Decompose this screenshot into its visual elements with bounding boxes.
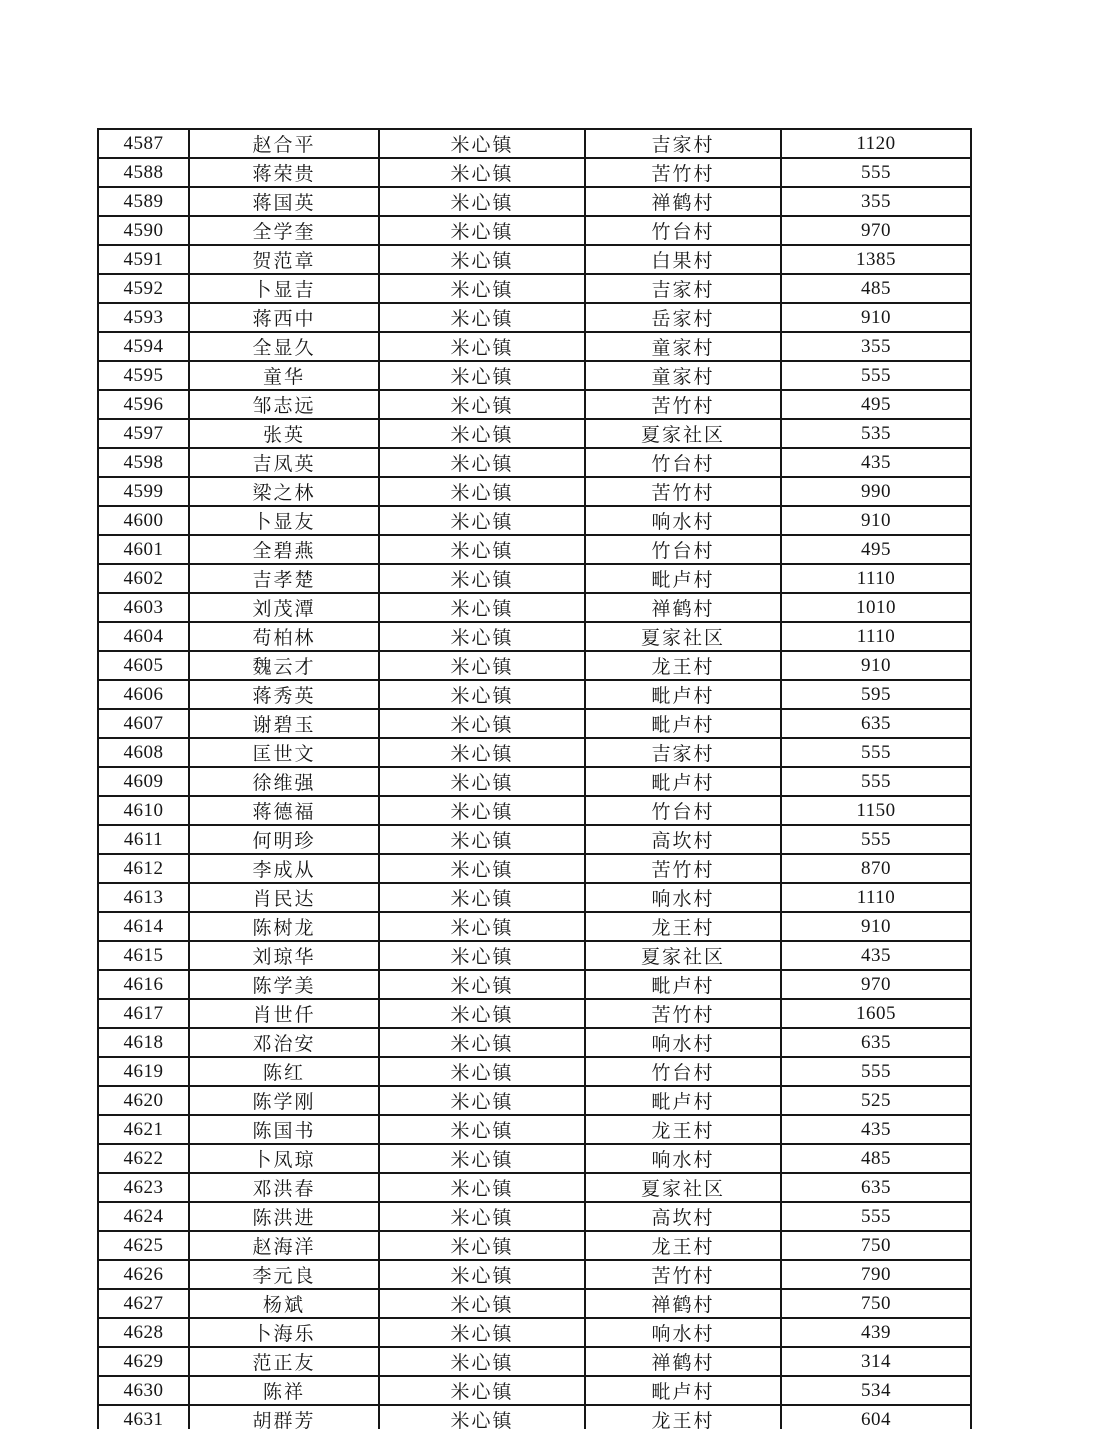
- cell-village: 龙王村: [585, 1231, 781, 1260]
- cell-town: 米心镇: [379, 361, 585, 390]
- cell-village: 苦竹村: [585, 854, 781, 883]
- cell-village: 毗卢村: [585, 709, 781, 738]
- table-row: [98, 129, 971, 158]
- cell-amount: 485: [781, 274, 971, 303]
- cell-amount: 790: [781, 1260, 971, 1289]
- cell-amount: 555: [781, 1057, 971, 1086]
- cell-person-name: 贺范章: [189, 245, 379, 274]
- cell-village: 禅鹤村: [585, 1289, 781, 1318]
- cell-amount: 1385: [781, 245, 971, 274]
- cell-town: 米心镇: [379, 796, 585, 825]
- cell-person-name: 邓洪春: [189, 1173, 379, 1202]
- cell-village: 龙王村: [585, 912, 781, 941]
- cell-amount: 1110: [781, 622, 971, 651]
- cell-town: 米心镇: [379, 477, 585, 506]
- cell-person-name: 邓治安: [189, 1028, 379, 1057]
- cell-amount: 1605: [781, 999, 971, 1028]
- cell-town: 米心镇: [379, 332, 585, 361]
- cell-amount: 1120: [781, 129, 971, 158]
- cell-village: 龙王村: [585, 1405, 781, 1429]
- cell-serial-number: 4627: [98, 1289, 189, 1318]
- cell-village: 吉家村: [585, 129, 781, 158]
- cell-person-name: 杨斌: [189, 1289, 379, 1318]
- cell-amount: 604: [781, 1405, 971, 1429]
- cell-person-name: 陈学刚: [189, 1086, 379, 1115]
- table-row: [98, 216, 971, 245]
- cell-person-name: 全碧燕: [189, 535, 379, 564]
- cell-amount: 750: [781, 1231, 971, 1260]
- cell-serial-number: 4601: [98, 535, 189, 564]
- cell-person-name: 邹志远: [189, 390, 379, 419]
- table-row: [98, 158, 971, 187]
- cell-amount: 990: [781, 477, 971, 506]
- cell-town: 米心镇: [379, 1144, 585, 1173]
- cell-person-name: 卜凤琼: [189, 1144, 379, 1173]
- cell-town: 米心镇: [379, 912, 585, 941]
- table-row: [98, 912, 971, 941]
- cell-town: 米心镇: [379, 883, 585, 912]
- cell-person-name: 梁之林: [189, 477, 379, 506]
- cell-serial-number: 4628: [98, 1318, 189, 1347]
- cell-serial-number: 4607: [98, 709, 189, 738]
- cell-village: 苦竹村: [585, 1260, 781, 1289]
- cell-serial-number: 4629: [98, 1347, 189, 1376]
- cell-person-name: 蒋荣贵: [189, 158, 379, 187]
- cell-person-name: 蒋国英: [189, 187, 379, 216]
- cell-amount: 1010: [781, 593, 971, 622]
- cell-town: 米心镇: [379, 274, 585, 303]
- cell-village: 白果村: [585, 245, 781, 274]
- table-row: [98, 1347, 971, 1376]
- cell-village: 高坎村: [585, 825, 781, 854]
- cell-town: 米心镇: [379, 1347, 585, 1376]
- cell-village: 响水村: [585, 506, 781, 535]
- cell-town: 米心镇: [379, 680, 585, 709]
- cell-person-name: 胡群芳: [189, 1405, 379, 1429]
- cell-amount: 910: [781, 506, 971, 535]
- table-row: [98, 535, 971, 564]
- cell-town: 米心镇: [379, 767, 585, 796]
- cell-town: 米心镇: [379, 245, 585, 274]
- cell-person-name: 卜海乐: [189, 1318, 379, 1347]
- table-row: [98, 1405, 971, 1429]
- table-row: [98, 419, 971, 448]
- cell-amount: 910: [781, 303, 971, 332]
- cell-person-name: 何明珍: [189, 825, 379, 854]
- cell-person-name: 刘茂潭: [189, 593, 379, 622]
- table-row: [98, 709, 971, 738]
- cell-town: 米心镇: [379, 825, 585, 854]
- cell-person-name: 陈树龙: [189, 912, 379, 941]
- cell-village: 苦竹村: [585, 390, 781, 419]
- cell-town: 米心镇: [379, 1289, 585, 1318]
- cell-village: 苦竹村: [585, 477, 781, 506]
- cell-person-name: 吉孝楚: [189, 564, 379, 593]
- cell-serial-number: 4599: [98, 477, 189, 506]
- cell-village: 毗卢村: [585, 1086, 781, 1115]
- cell-person-name: 赵海洋: [189, 1231, 379, 1260]
- cell-village: 夏家社区: [585, 419, 781, 448]
- table-row: [98, 796, 971, 825]
- cell-person-name: 蒋秀英: [189, 680, 379, 709]
- cell-person-name: 全学奎: [189, 216, 379, 245]
- cell-village: 竹台村: [585, 216, 781, 245]
- cell-town: 米心镇: [379, 1057, 585, 1086]
- cell-serial-number: 4587: [98, 129, 189, 158]
- cell-amount: 555: [781, 767, 971, 796]
- cell-village: 吉家村: [585, 738, 781, 767]
- table-row: [98, 941, 971, 970]
- cell-person-name: 苟柏林: [189, 622, 379, 651]
- cell-person-name: 蒋德福: [189, 796, 379, 825]
- cell-town: 米心镇: [379, 1231, 585, 1260]
- cell-serial-number: 4620: [98, 1086, 189, 1115]
- table-row: [98, 1231, 971, 1260]
- cell-person-name: 吉凤英: [189, 448, 379, 477]
- cell-amount: 534: [781, 1376, 971, 1405]
- cell-amount: 485: [781, 1144, 971, 1173]
- cell-serial-number: 4617: [98, 999, 189, 1028]
- roster-table-body: [98, 129, 971, 1429]
- cell-town: 米心镇: [379, 1376, 585, 1405]
- table-row: [98, 651, 971, 680]
- table-row: [98, 854, 971, 883]
- cell-person-name: 肖民达: [189, 883, 379, 912]
- cell-serial-number: 4603: [98, 593, 189, 622]
- cell-person-name: 徐维强: [189, 767, 379, 796]
- cell-person-name: 陈祥: [189, 1376, 379, 1405]
- table-row: [98, 1086, 971, 1115]
- table-row: [98, 187, 971, 216]
- table-row: [98, 1028, 971, 1057]
- cell-town: 米心镇: [379, 1115, 585, 1144]
- cell-amount: 870: [781, 854, 971, 883]
- cell-town: 米心镇: [379, 535, 585, 564]
- cell-village: 岳家村: [585, 303, 781, 332]
- cell-village: 毗卢村: [585, 767, 781, 796]
- table-row: [98, 477, 971, 506]
- cell-serial-number: 4606: [98, 680, 189, 709]
- cell-person-name: 童华: [189, 361, 379, 390]
- table-row: [98, 361, 971, 390]
- cell-amount: 555: [781, 158, 971, 187]
- cell-village: 响水村: [585, 1028, 781, 1057]
- cell-person-name: 赵合平: [189, 129, 379, 158]
- cell-serial-number: 4590: [98, 216, 189, 245]
- cell-amount: 1110: [781, 564, 971, 593]
- cell-village: 竹台村: [585, 535, 781, 564]
- cell-amount: 555: [781, 1202, 971, 1231]
- cell-person-name: 陈红: [189, 1057, 379, 1086]
- cell-village: 苦竹村: [585, 158, 781, 187]
- cell-person-name: 刘琼华: [189, 941, 379, 970]
- cell-village: 禅鹤村: [585, 1347, 781, 1376]
- table-row: [98, 1376, 971, 1405]
- cell-amount: 970: [781, 970, 971, 999]
- table-row: [98, 825, 971, 854]
- table-row: [98, 506, 971, 535]
- cell-amount: 495: [781, 390, 971, 419]
- table-row: [98, 622, 971, 651]
- cell-town: 米心镇: [379, 941, 585, 970]
- cell-town: 米心镇: [379, 1318, 585, 1347]
- cell-town: 米心镇: [379, 1173, 585, 1202]
- cell-person-name: 陈学美: [189, 970, 379, 999]
- cell-person-name: 陈国书: [189, 1115, 379, 1144]
- cell-town: 米心镇: [379, 216, 585, 245]
- table-row: [98, 390, 971, 419]
- cell-amount: 555: [781, 825, 971, 854]
- table-row: [98, 303, 971, 332]
- cell-village: 毗卢村: [585, 970, 781, 999]
- cell-town: 米心镇: [379, 1086, 585, 1115]
- cell-amount: 1110: [781, 883, 971, 912]
- table-row: [98, 274, 971, 303]
- table-row: [98, 1289, 971, 1318]
- cell-town: 米心镇: [379, 1028, 585, 1057]
- cell-serial-number: 4592: [98, 274, 189, 303]
- cell-town: 米心镇: [379, 390, 585, 419]
- cell-village: 童家村: [585, 361, 781, 390]
- table-row: [98, 1173, 971, 1202]
- table-row: [98, 680, 971, 709]
- cell-village: 毗卢村: [585, 680, 781, 709]
- cell-serial-number: 4604: [98, 622, 189, 651]
- cell-serial-number: 4605: [98, 651, 189, 680]
- cell-person-name: 卜显友: [189, 506, 379, 535]
- table-row: [98, 1202, 971, 1231]
- cell-serial-number: 4623: [98, 1173, 189, 1202]
- cell-serial-number: 4594: [98, 332, 189, 361]
- cell-village: 苦竹村: [585, 999, 781, 1028]
- table-row: [98, 1260, 971, 1289]
- cell-serial-number: 4622: [98, 1144, 189, 1173]
- cell-amount: 1150: [781, 796, 971, 825]
- cell-town: 米心镇: [379, 651, 585, 680]
- table-row: [98, 738, 971, 767]
- cell-serial-number: 4631: [98, 1405, 189, 1429]
- table-row: [98, 564, 971, 593]
- cell-person-name: 张英: [189, 419, 379, 448]
- table-row: [98, 999, 971, 1028]
- cell-village: 夏家社区: [585, 622, 781, 651]
- cell-village: 响水村: [585, 1318, 781, 1347]
- cell-amount: 435: [781, 1115, 971, 1144]
- cell-serial-number: 4616: [98, 970, 189, 999]
- cell-village: 禅鹤村: [585, 187, 781, 216]
- cell-village: 龙王村: [585, 1115, 781, 1144]
- cell-town: 米心镇: [379, 448, 585, 477]
- cell-town: 米心镇: [379, 999, 585, 1028]
- table-row: [98, 970, 971, 999]
- cell-town: 米心镇: [379, 854, 585, 883]
- cell-serial-number: 4613: [98, 883, 189, 912]
- cell-serial-number: 4630: [98, 1376, 189, 1405]
- cell-amount: 435: [781, 941, 971, 970]
- table-row: [98, 448, 971, 477]
- cell-amount: 535: [781, 419, 971, 448]
- cell-person-name: 肖世仟: [189, 999, 379, 1028]
- cell-amount: 635: [781, 709, 971, 738]
- table-row: [98, 1144, 971, 1173]
- cell-town: 米心镇: [379, 1202, 585, 1231]
- table-row: [98, 767, 971, 796]
- cell-person-name: 陈洪进: [189, 1202, 379, 1231]
- cell-amount: 355: [781, 187, 971, 216]
- cell-serial-number: 4596: [98, 390, 189, 419]
- cell-serial-number: 4608: [98, 738, 189, 767]
- cell-town: 米心镇: [379, 129, 585, 158]
- cell-person-name: 蒋西中: [189, 303, 379, 332]
- cell-serial-number: 4618: [98, 1028, 189, 1057]
- cell-person-name: 匡世文: [189, 738, 379, 767]
- cell-village: 龙王村: [585, 651, 781, 680]
- cell-amount: 910: [781, 651, 971, 680]
- cell-town: 米心镇: [379, 564, 585, 593]
- cell-serial-number: 4625: [98, 1231, 189, 1260]
- cell-village: 禅鹤村: [585, 593, 781, 622]
- cell-serial-number: 4621: [98, 1115, 189, 1144]
- cell-person-name: 全显久: [189, 332, 379, 361]
- cell-amount: 595: [781, 680, 971, 709]
- cell-amount: 910: [781, 912, 971, 941]
- cell-town: 米心镇: [379, 622, 585, 651]
- cell-amount: 495: [781, 535, 971, 564]
- table-row: [98, 883, 971, 912]
- cell-serial-number: 4610: [98, 796, 189, 825]
- cell-village: 毗卢村: [585, 1376, 781, 1405]
- cell-serial-number: 4615: [98, 941, 189, 970]
- cell-serial-number: 4591: [98, 245, 189, 274]
- cell-town: 米心镇: [379, 419, 585, 448]
- cell-town: 米心镇: [379, 158, 585, 187]
- cell-person-name: 谢碧玉: [189, 709, 379, 738]
- cell-village: 竹台村: [585, 1057, 781, 1086]
- table-row: [98, 1115, 971, 1144]
- cell-amount: 314: [781, 1347, 971, 1376]
- cell-serial-number: 4602: [98, 564, 189, 593]
- cell-serial-number: 4588: [98, 158, 189, 187]
- cell-village: 响水村: [585, 883, 781, 912]
- cell-amount: 635: [781, 1028, 971, 1057]
- cell-amount: 635: [781, 1173, 971, 1202]
- table-row: [98, 1318, 971, 1347]
- cell-village: 响水村: [585, 1144, 781, 1173]
- cell-serial-number: 4598: [98, 448, 189, 477]
- cell-person-name: 范正友: [189, 1347, 379, 1376]
- cell-serial-number: 4624: [98, 1202, 189, 1231]
- cell-village: 童家村: [585, 332, 781, 361]
- cell-serial-number: 4626: [98, 1260, 189, 1289]
- cell-village: 吉家村: [585, 274, 781, 303]
- cell-village: 高坎村: [585, 1202, 781, 1231]
- cell-amount: 435: [781, 448, 971, 477]
- cell-serial-number: 4593: [98, 303, 189, 332]
- cell-town: 米心镇: [379, 1405, 585, 1429]
- cell-town: 米心镇: [379, 1260, 585, 1289]
- cell-person-name: 魏云才: [189, 651, 379, 680]
- cell-person-name: 李元良: [189, 1260, 379, 1289]
- table-row: [98, 593, 971, 622]
- cell-amount: 355: [781, 332, 971, 361]
- cell-amount: 525: [781, 1086, 971, 1115]
- cell-serial-number: 4614: [98, 912, 189, 941]
- cell-serial-number: 4612: [98, 854, 189, 883]
- table-row: [98, 1057, 971, 1086]
- cell-serial-number: 4595: [98, 361, 189, 390]
- cell-town: 米心镇: [379, 970, 585, 999]
- cell-amount: 750: [781, 1289, 971, 1318]
- cell-village: 竹台村: [585, 448, 781, 477]
- cell-amount: 555: [781, 738, 971, 767]
- cell-town: 米心镇: [379, 506, 585, 535]
- cell-town: 米心镇: [379, 593, 585, 622]
- cell-town: 米心镇: [379, 187, 585, 216]
- cell-serial-number: 4597: [98, 419, 189, 448]
- cell-amount: 439: [781, 1318, 971, 1347]
- cell-town: 米心镇: [379, 738, 585, 767]
- table-row: [98, 245, 971, 274]
- cell-amount: 970: [781, 216, 971, 245]
- cell-serial-number: 4609: [98, 767, 189, 796]
- cell-serial-number: 4619: [98, 1057, 189, 1086]
- cell-serial-number: 4600: [98, 506, 189, 535]
- cell-serial-number: 4589: [98, 187, 189, 216]
- cell-village: 毗卢村: [585, 564, 781, 593]
- cell-town: 米心镇: [379, 709, 585, 738]
- table-row: [98, 332, 971, 361]
- cell-village: 竹台村: [585, 796, 781, 825]
- cell-person-name: 李成从: [189, 854, 379, 883]
- cell-village: 夏家社区: [585, 1173, 781, 1202]
- cell-town: 米心镇: [379, 303, 585, 332]
- cell-village: 夏家社区: [585, 941, 781, 970]
- cell-amount: 555: [781, 361, 971, 390]
- cell-serial-number: 4611: [98, 825, 189, 854]
- roster-table: [97, 128, 972, 1429]
- cell-person-name: 卜显吉: [189, 274, 379, 303]
